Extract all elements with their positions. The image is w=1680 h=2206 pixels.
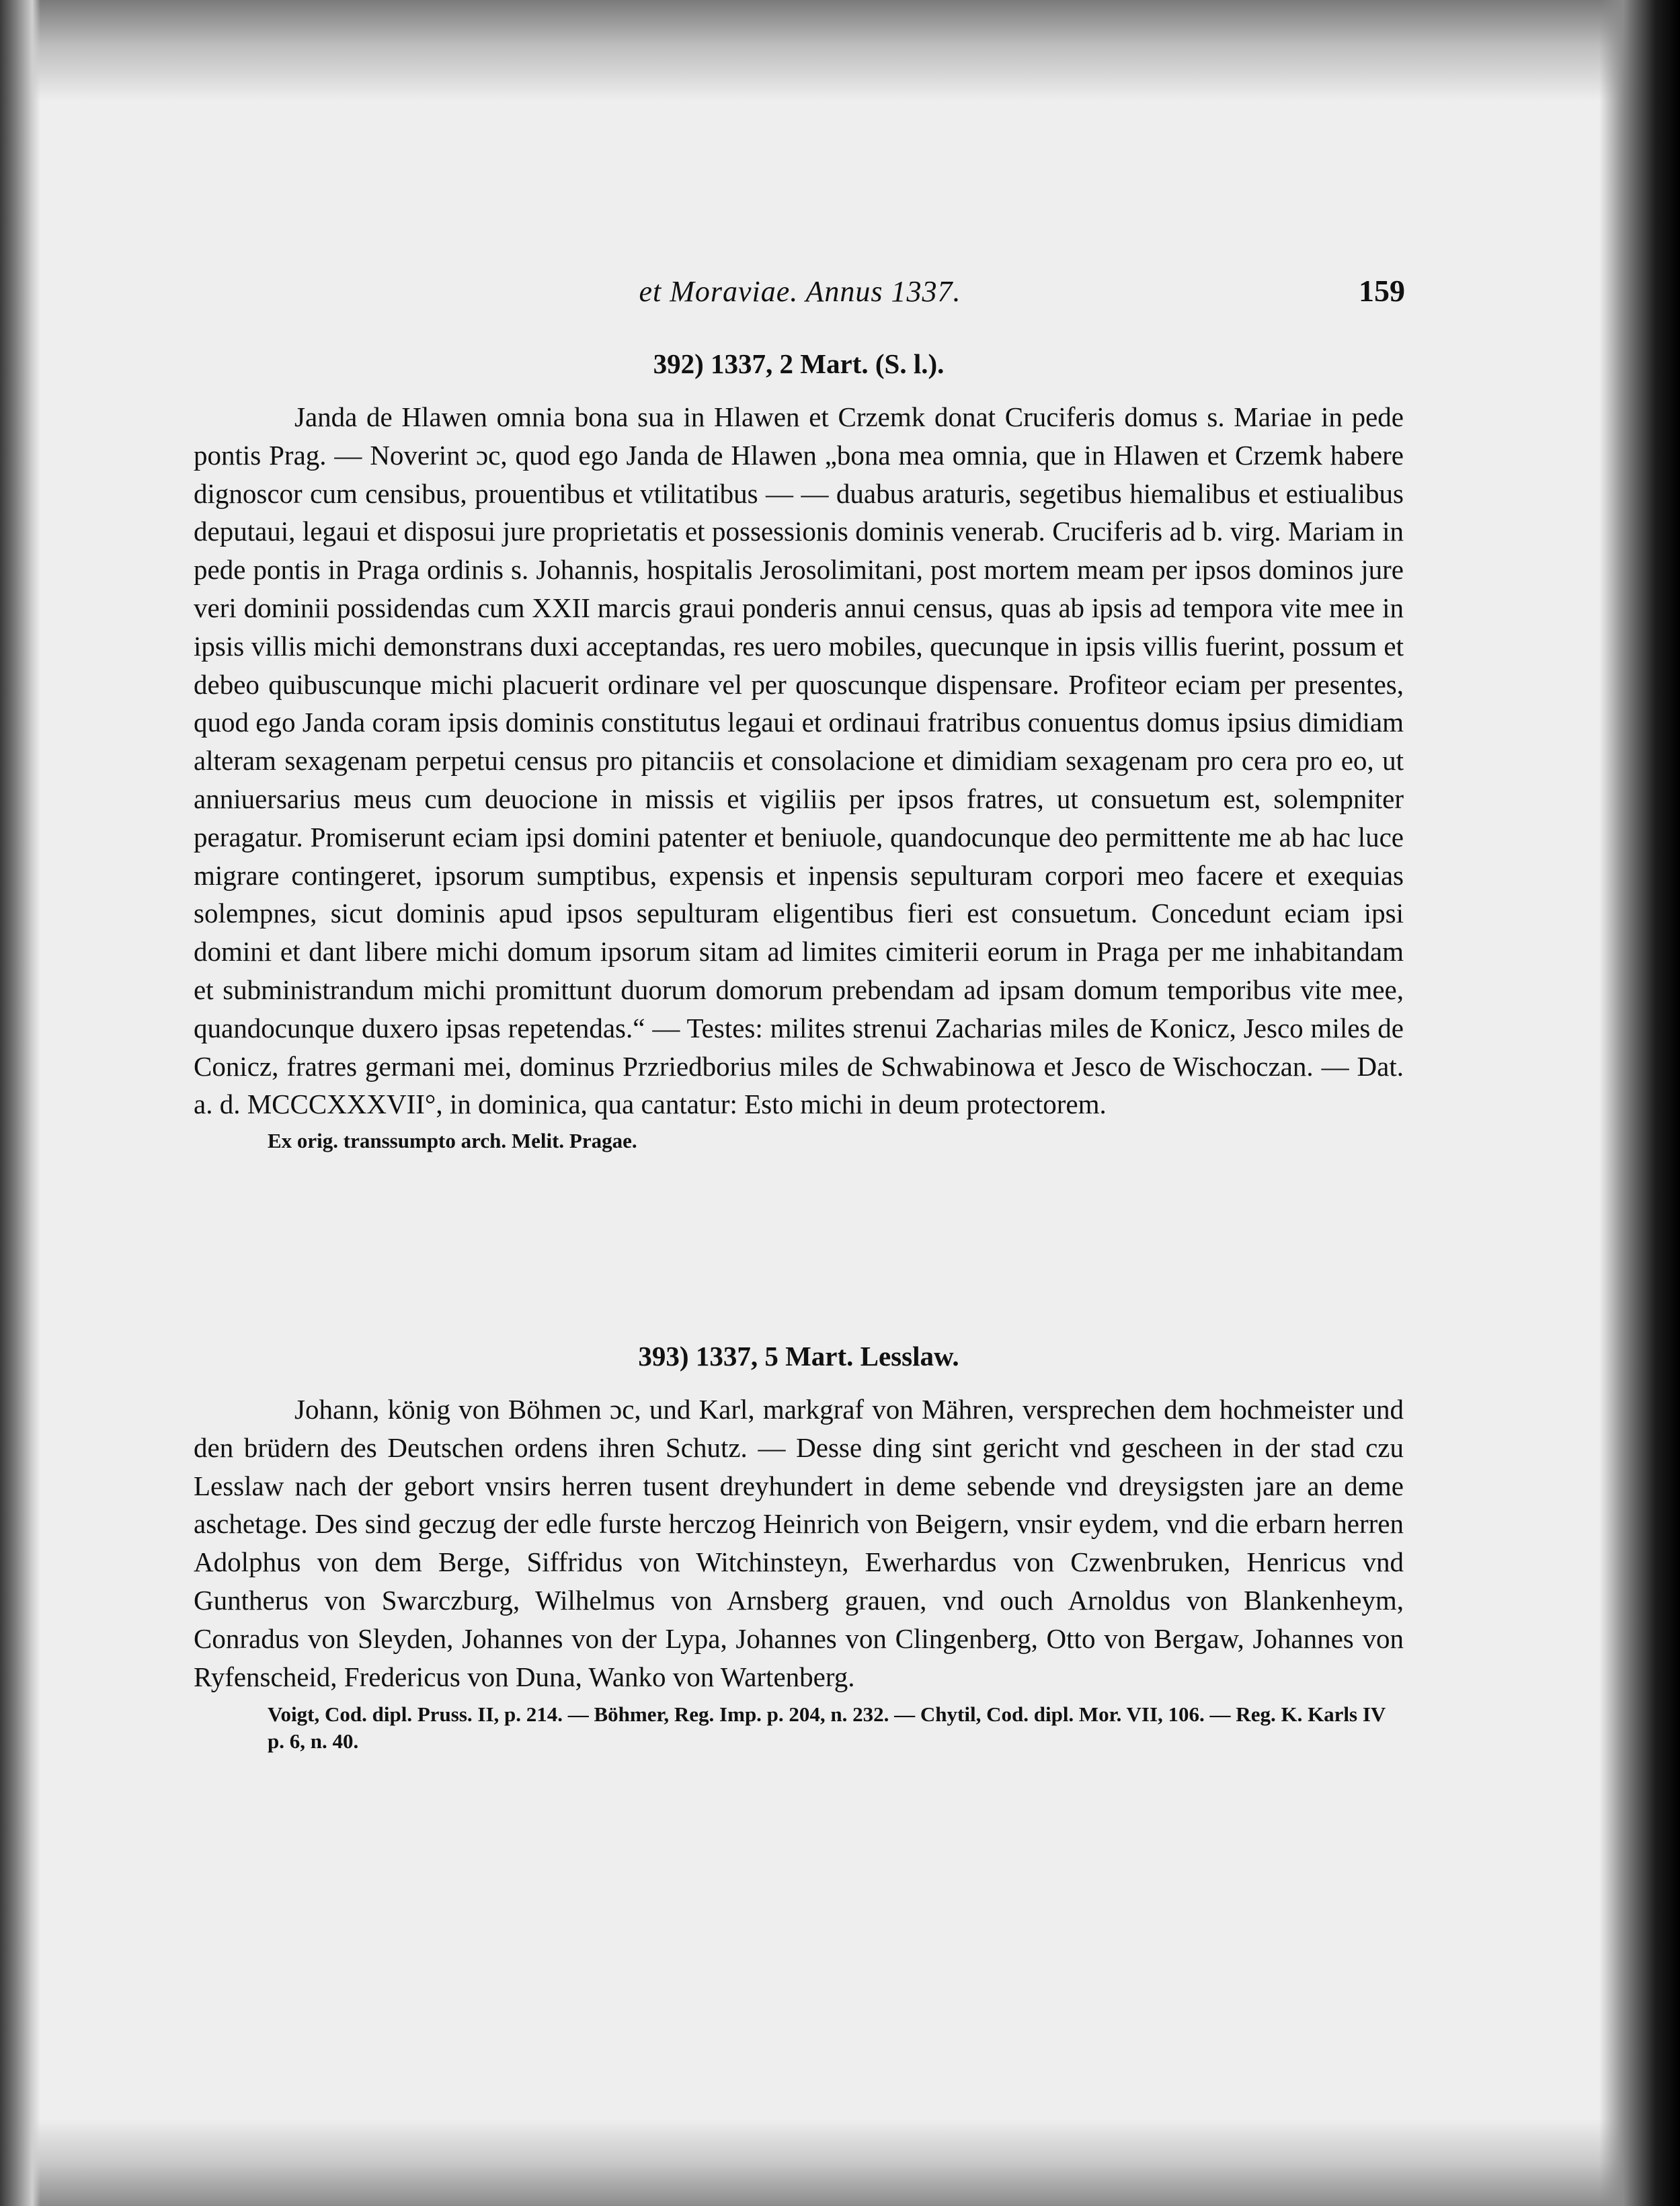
document-entry-392 [194, 344, 1404, 1154]
entry-number: 392) [653, 348, 704, 379]
entry-number: 393) [638, 1341, 689, 1372]
entry-body: Janda de Hlawen omnia bona sua in Hlawen et Crzemk donat Cruciferis domus s. Mariae in pede pontis Prag. — Noverint ɔc, quod ego Janda de Hlawen „bona mea omnia, que in Hlawen et Crzemk habere dignoscor cum censibus, prouentibus et vtilitatibus — — duabus araturis, segetibus hiemalibus et estiualibus deputaui, legaui et disposui jure proprietatis et possessionis dominis venerab. Cruciferis ad b. virg. Mariam in pede pontis in Praga ordinis s. Johannis, hospitalis Jerosolimitani, post mortem meam per ipsos dominos jure veri dominii possidendas cum XXII marcis graui ponderis annui census, quas ab ipsis ad tempora vite mee in ipsis villis michi demonstrans duxi acceptandas, res uero mobiles, quecunque in ipsis villis fuerint, possum et debeo quibuscunque michi placuerit ordinare vel per quoscunque dispensare. Profiteor eciam per presentes, quod ego Janda coram ipsis dominis constitutus legaui et ordinaui fratribus conuentus domus ipsius dimidiam alteram sexagenam perpetui census pro pitanciis et consolacione et dimidiam sexagenam pro cera pro eo, ut anniuersarius meus cum deuocione in missis et vigiliis per ipsos fratres, ut consuetum est, solempniter peragatur. Promiserunt eciam ipsi domini patenter et beniuole, quandocunque deo permittente me ab hac luce migrare contingeret, ipsorum sumptibus, expensis et inpensis sepulturam corpori meo facere et exequias solempnes, sicut dominis apud ipsos sepulturam eligentibus fieri est consuetum. Concedunt eciam ipsi domini et dant libere michi domum ipsorum sitam ad limites cimiterii eorum in Praga per me inhabitandam et subministrandum michi promittunt duorum domorum prebendam ad ipsam domum temporibus vite mee, quandocunque duxero ipsas repetendas.“ — Testes: milites strenui Zacharias miles de Konicz, Jesco miles de Conicz, fratres germani mei, dominus Przriedborius miles de Schwabinowa et Jesco de Wischoczan. — Dat. a. d. MCCCXXXVII°, in dominica, qua cantatur: Esto michi in deum protectorem. [194, 401, 1404, 1120]
entry-source: Ex orig. transsumpto arch. Melit. Pragae. [268, 1129, 637, 1153]
running-title: et Moraviae. Annus 1337. [639, 275, 961, 308]
scan-shadow-right [1599, 0, 1680, 2206]
scan-shadow-bottom [0, 2119, 1680, 2206]
document-entry-393 [194, 1337, 1404, 1755]
scan-shadow-left [0, 0, 40, 2206]
page-number: 159 [1359, 274, 1405, 308]
entry-place: (S. l.). [875, 348, 945, 379]
entry-date: 1337, 5 Mart. [695, 1341, 854, 1372]
entry-source: Voigt, Cod. dipl. Pruss. II, p. 214. — Böhmer, Reg. Imp. p. 204, n. 232. — Chytil, Cod. dipl. Mor. VII, 106. — Reg. K. Karls IV p. 6, n. 40. [268, 1702, 1386, 1754]
entry-heading [194, 344, 1404, 383]
entry-body: Johann, könig von Böhmen ɔc, und Karl, markgraf von Mähren, versprechen dem hochmeister und den brüdern des Deutschen ordens ihren Schutz. — Desse ding sint gericht vnd gescheen in der stad czu Lesslaw nach der gebort vnsirs herren tusent dreyhundert in deme sebende vnd dreysigsten jare an deme aschetage. Des sind geczug der edle furste herczog Heinrich von Beigern, vnsir eydem, vnd die erbarn herren Adolphus von dem Berge, Siffridus von Witchinsteyn, Ewerhardus von Czwenbruken, Henricus vnd Guntherus von Swarczburg, Wilhelmus von Arnsberg grauen, vnd ouch Arnoldus von Blankenheym, Conradus von Sleyden, Johannes von der Lypa, Johannes von Clingenberg, Otto von Bergaw, Johannes von Ryfenscheid, Fredericus von Duna, Wanko von Wartenberg. [194, 1394, 1404, 1692]
scan-shadow-top [0, 0, 1680, 101]
entry-date: 1337, 2 Mart. [711, 348, 869, 379]
entry-heading [194, 1337, 1404, 1376]
running-head [195, 274, 1405, 321]
entry-place: Lesslaw. [860, 1341, 959, 1372]
